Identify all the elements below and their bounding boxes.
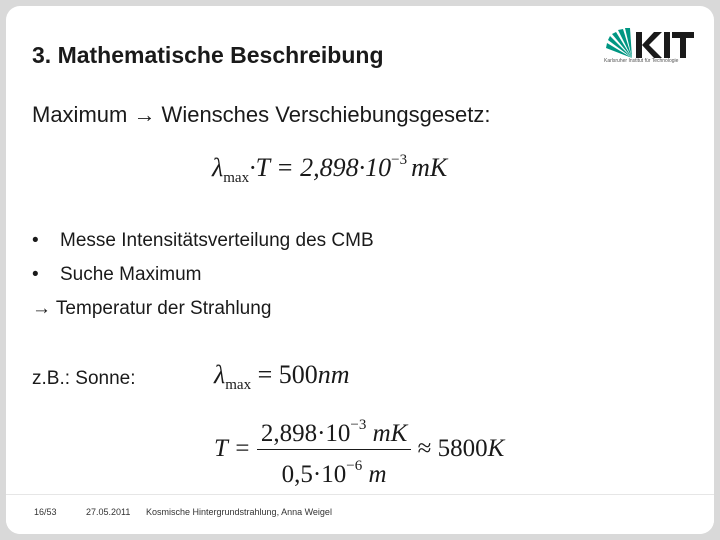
page-number: 16/53 — [34, 507, 57, 517]
wien-law-formula — [212, 152, 447, 187]
numerator-exponent: −3 — [350, 417, 367, 433]
footer-info: Kosmische Hintergrundstrahlung, Anna Weigel — [146, 507, 332, 517]
numerator-value: 2,898·10 — [260, 420, 351, 447]
subscript-max: max — [223, 170, 250, 186]
formula-body: = 500 — [251, 360, 318, 389]
denominator-value: 0,5·10 — [281, 461, 347, 488]
bullet-item — [32, 258, 374, 292]
bullet-item — [32, 224, 374, 258]
temperature-formula — [214, 410, 504, 491]
conclusion-line: → Temperatur der Strahlung — [32, 298, 272, 319]
unit: mK — [411, 153, 448, 182]
fraction-denominator — [257, 450, 412, 491]
result-unit: K — [487, 435, 505, 463]
formula-body: ·T = 2,898·10 — [249, 153, 392, 182]
kit-logo-icon — [602, 24, 694, 76]
footer-date: 27.05.2011 — [86, 507, 131, 517]
denominator-exponent: −6 — [346, 458, 363, 474]
numerator-unit: mK — [366, 420, 408, 447]
denominator-unit: m — [362, 461, 387, 488]
slide-title: 3. Mathematische Beschreibung — [32, 42, 384, 68]
slide — [6, 6, 714, 534]
bullet-mark: • — [32, 264, 39, 285]
bullet-text: Messe Intensitätsverteilung des CMB — [60, 230, 374, 251]
fraction-numerator — [257, 410, 412, 450]
example-label: z.B.: Sonne: — [32, 368, 136, 389]
subscript-max: max — [225, 377, 252, 393]
intro-text: Maximum → Wiensches Verschiebungsgesetz: — [32, 102, 491, 127]
temperature-lhs: T = — [214, 435, 251, 463]
lambda-symbol: λ — [214, 360, 226, 389]
bullet-text: Suche Maximum — [60, 264, 202, 285]
fraction — [257, 410, 412, 491]
footer — [6, 494, 714, 534]
kit-logo-subtitle: Karlsruher Institut für Technologie — [604, 58, 679, 64]
lambda-symbol: λ — [212, 153, 224, 182]
unit: nm — [317, 360, 350, 389]
result-value: ≈ 5800 — [417, 435, 488, 463]
sun-lambda-formula — [214, 360, 350, 394]
bullet-list — [32, 224, 374, 326]
exponent: −3 — [391, 152, 408, 168]
bullet-mark: • — [32, 230, 39, 251]
